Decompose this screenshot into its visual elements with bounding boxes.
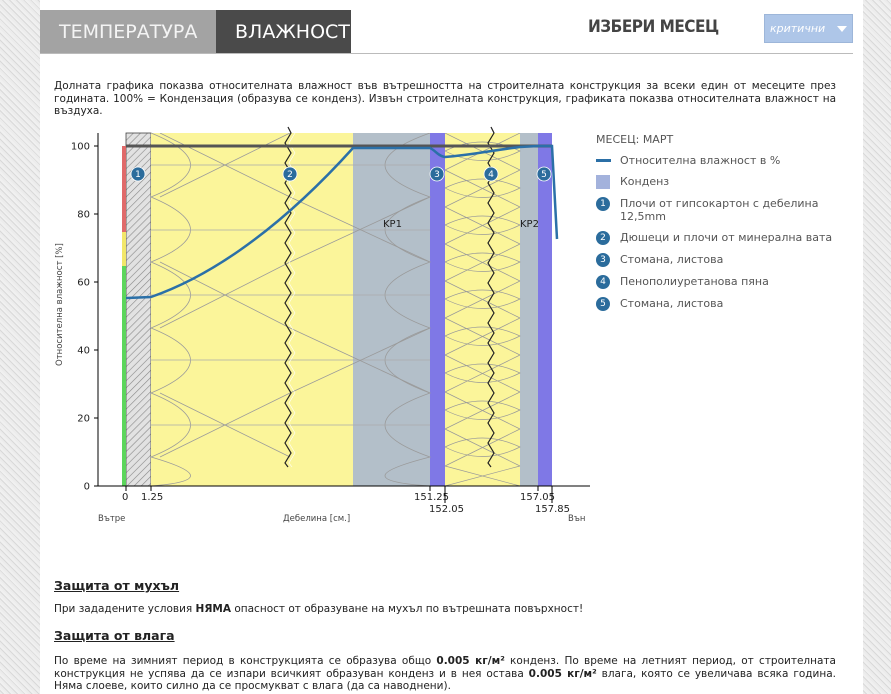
y-tick-40: 40 — [77, 345, 90, 357]
mold-risk-scale — [122, 146, 126, 486]
chevron-down-icon — [837, 26, 847, 32]
layer-number-badge: 3 — [596, 253, 610, 267]
humidity-chart — [40, 120, 600, 530]
y-tick-60: 60 — [77, 277, 90, 289]
month-dropdown[interactable] — [764, 14, 853, 43]
layer-marker-2 — [283, 167, 297, 181]
x-axis-label: Дебелина [см.] — [283, 514, 351, 524]
y-tick-80: 80 — [77, 209, 90, 221]
x-label-inside: Вътре — [98, 514, 126, 524]
layer-marker-5 — [537, 167, 551, 181]
svg-text:1: 1 — [135, 170, 141, 180]
condensation-label-kp1: KP1 — [383, 219, 402, 230]
legend-item-layer-4: 4 Пенополиуретанова пяна — [596, 275, 846, 289]
y-axis-label: Относителна влажност [%] — [55, 243, 65, 366]
legend-item-layer-3: 3 Стомана, листова — [596, 253, 846, 267]
x-label-outside: Вън — [568, 514, 586, 524]
x-tick-3: 152.05 — [429, 504, 464, 515]
svg-text:5: 5 — [541, 170, 547, 180]
legend-item-layer-1: 1 Плочи от гипсокартон с дебелина 12,5mm — [596, 197, 846, 223]
page-background-left — [0, 0, 40, 694]
svg-text:4: 4 — [488, 170, 494, 180]
mold-section-title: Защита от мухъл — [54, 578, 180, 593]
x-tick-4: 157.05 — [520, 492, 555, 503]
risk-scale-yellow — [122, 232, 126, 266]
moisture-section-title: Защита от влага — [54, 628, 175, 643]
y-tick-20: 20 — [77, 413, 90, 425]
x-tick-2: 151.25 — [414, 492, 449, 503]
x-tick-5: 157.85 — [535, 504, 570, 515]
y-tick-100: 100 — [70, 141, 90, 153]
y-tick-0: 0 — [83, 481, 90, 493]
line-swatch-icon — [596, 159, 611, 162]
svg-text:2: 2 — [287, 170, 293, 180]
layer-1-gypsum — [126, 133, 151, 486]
x-tick-1: 1.25 — [141, 492, 164, 503]
layer-number-badge: 1 — [596, 197, 610, 211]
tab-humidity[interactable]: ВЛАЖНОСТ — [216, 10, 351, 53]
legend-item-layer-2: 2 Дюшеци и плочи от минерална вата — [596, 231, 846, 245]
layer-marker-4 — [484, 167, 498, 181]
legend-item-condensation: Конденз — [596, 175, 846, 189]
header-divider — [40, 53, 853, 54]
moisture-section-text: По време на зимният период в конструкцията се образува общо 0.005 кг/м² конденз. По време на летният период, от строителната конструкция не успява да се изпари всичкият образуван конденз и в нея остава 0.005 кг/м² влага, която се увеличава всяка година. Няма слоеве, които силно да се просмукват с влага (да са наводнени). — [54, 655, 836, 692]
layer-number-badge: 4 — [596, 275, 610, 289]
tab-temperature[interactable]: ТЕМПЕРАТУРА — [40, 10, 216, 53]
y-axis-ticks — [71, 142, 98, 493]
main-content — [40, 0, 863, 694]
legend-item-layer-5: 5 Стомана, листова — [596, 297, 846, 311]
layer-4-pu-foam — [445, 133, 520, 486]
svg-text:3: 3 — [434, 170, 440, 180]
chart-description: Долната графика показва относителната влажност във вътрешността на строителната конструкция за всеки един от месеците през годината. 100% = Кондензация (образува се конденз). Извън строителната конструкция, графиката показва относителната влажност на въздуха. — [54, 80, 836, 117]
mold-section-text: При зададените условия НЯМА опасност от образуване на мухъл по вътрешната повърхност! — [54, 603, 584, 615]
layer-5-steel — [538, 133, 552, 486]
page-background-right — [863, 0, 891, 694]
layer-number-badge: 5 — [596, 297, 610, 311]
condensation-zone-kp2 — [520, 133, 538, 486]
month-dropdown-value: критични — [770, 22, 826, 35]
legend-month-title: МЕСЕЦ: МАРТ — [596, 133, 674, 146]
tab-bar — [40, 10, 351, 53]
layer-marker-1 — [131, 167, 145, 181]
risk-scale-red — [122, 146, 126, 232]
box-swatch-icon — [596, 175, 610, 189]
chart-legend — [596, 133, 846, 319]
condensation-zone-kp1 — [353, 133, 430, 486]
risk-scale-green — [122, 266, 126, 486]
legend-item-humidity: Относителна влажност в % — [596, 154, 846, 167]
layer-marker-3 — [430, 167, 444, 181]
layer-number-badge: 2 — [596, 231, 610, 245]
x-tick-0: 0 — [122, 492, 129, 503]
condensation-label-kp2: KP2 — [520, 219, 539, 230]
month-selector-label: ИЗБЕРИ МЕСЕЦ — [588, 17, 719, 37]
layer-3-steel — [430, 133, 445, 486]
